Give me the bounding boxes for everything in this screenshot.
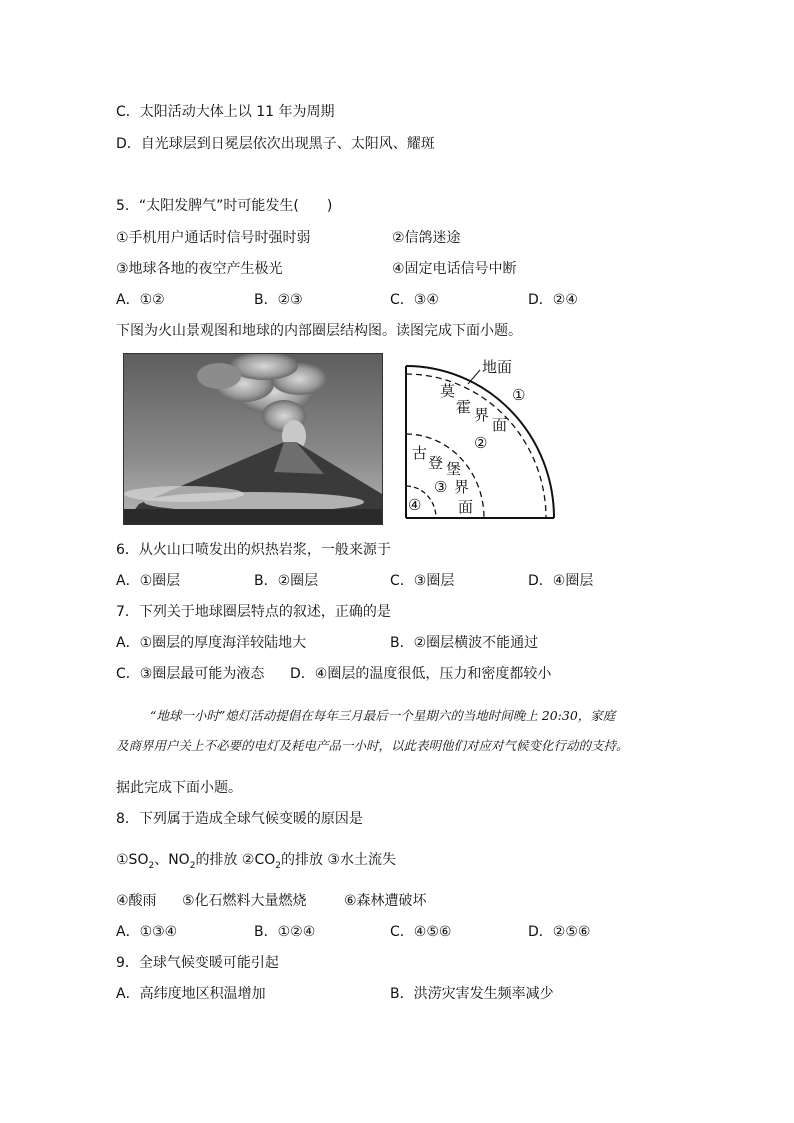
q6-stem: 6．从火山口喷发出的炽热岩浆，一般来源于 — [116, 542, 391, 558]
q6-option-a: A．①圈层 — [116, 573, 181, 589]
q5-item-3: ③地球各地的夜空产生极光 — [116, 261, 283, 277]
q8-stem: 8．下列属于造成全球气候变暖的原因是 — [116, 811, 363, 827]
q7-option-c: C．③圈层最可能为液态 — [116, 666, 265, 682]
q8-option-b: B．①②④ — [254, 924, 316, 940]
q5-item-4: ④固定电话信号中断 — [392, 261, 517, 277]
label-circle-3: ③ — [434, 478, 448, 496]
label-gutenberg-3: 堡 — [446, 460, 462, 478]
q5-item-1: ①手机用户通话时信号时强时弱 — [116, 230, 311, 246]
q6-option-c: C．③圈层 — [390, 573, 455, 589]
q7-options-row2 — [116, 664, 716, 684]
label-gutenberg-5: 面 — [458, 498, 474, 516]
volcano-photo — [123, 353, 383, 525]
label-circle-1: ① — [512, 386, 526, 404]
q7-options-row1 — [116, 633, 716, 653]
label-gutenberg-4: 界 — [454, 478, 470, 496]
q5-option-b: B．②③ — [254, 292, 303, 308]
q6-options — [116, 571, 716, 591]
q5-items-row1 — [116, 228, 716, 248]
intro-8-9: 据此完成下面小题。 — [116, 780, 242, 796]
q5-option-a: A．①② — [116, 292, 165, 308]
q8-item1-sub3: 2 — [275, 860, 281, 871]
label-moho-1: 莫 — [440, 382, 456, 400]
label-ground: 地面 — [482, 358, 513, 376]
q4-option-d: D．自光球层到日冕层依次出现黑子、太阳风、耀斑 — [116, 136, 435, 152]
q8-item1-b: 、NO — [154, 852, 190, 868]
q8-items-row1 — [116, 850, 396, 876]
passage-line-2: 及商界用户关上不必要的电灯及耗电产品一小时，以此表明他们对应对气候变化行动的支持。 — [116, 738, 629, 753]
q5-items-row2 — [116, 259, 716, 279]
q8-item-4: ④酸雨 — [116, 893, 157, 909]
q8-option-d: D．②⑤⑥ — [528, 924, 591, 940]
label-gutenberg-2: 登 — [428, 454, 444, 472]
q7-option-a: A．①圈层的厚度海洋较陆地大 — [116, 635, 307, 651]
q8-option-c: C．④⑤⑥ — [390, 924, 452, 940]
q5-option-d: D．②④ — [528, 292, 578, 308]
q7-option-b: B．②圈层横波不能通过 — [390, 635, 539, 651]
q5-stem: 5．“太阳发脾气”时可能发生( ) — [116, 198, 333, 214]
q7-option-d: D．④圈层的温度很低，压力和密度都较小 — [290, 666, 552, 682]
q5-option-c: C．③④ — [390, 292, 439, 308]
label-circle-4: ④ — [408, 496, 422, 514]
q8-item1-a: ①SO — [116, 852, 149, 868]
q5-options — [116, 290, 716, 310]
q8-item1-sub2: 2 — [189, 860, 196, 871]
q4-option-c: C．太阳活动大体上以 11 年为周期 — [116, 104, 335, 120]
q8-item-6: ⑥森林遭破坏 — [344, 893, 427, 909]
q6-option-b: B．②圈层 — [254, 573, 319, 589]
q9-options — [116, 984, 716, 1004]
passage-line-1: “地球一小时”熄灯活动提倡在每年三月最后一个星期六的当地时间晚上 20:30，家庭 — [150, 708, 616, 723]
q8-item-5: ⑤化石燃料大量燃烧 — [182, 893, 307, 909]
earth-layers-diagram — [400, 356, 560, 522]
label-gutenberg-1: 古 — [412, 444, 428, 462]
q7-stem: 7．下列关于地球圈层特点的叙述，正确的是 — [116, 604, 391, 620]
q6-option-d: D．④圈层 — [528, 573, 594, 589]
q8-options — [116, 922, 716, 942]
q8-items-row2 — [116, 891, 716, 911]
q8-item1-c: 的排放 ②CO — [195, 852, 276, 868]
label-moho-3: 界 — [474, 406, 490, 424]
q9-stem: 9．全球气候变暖可能引起 — [116, 955, 279, 971]
q9-option-b: B．洪涝灾害发生频率减少 — [390, 986, 554, 1002]
q9-option-a: A．高纬度地区积温增加 — [116, 986, 266, 1002]
intro-6-7: 下图为火山景观图和地球的内部圈层结构图。读图完成下面小题。 — [116, 323, 522, 339]
label-moho-4: 面 — [492, 416, 508, 434]
q8-item1-d: 的排放 ③水土流失 — [280, 852, 396, 868]
q5-item-2: ②信鸽迷途 — [392, 230, 461, 246]
label-moho-2: 霍 — [456, 398, 472, 416]
q8-item1-sub1: 2 — [148, 860, 155, 871]
label-circle-2: ② — [474, 434, 488, 452]
q8-option-a: A．①③④ — [116, 924, 178, 940]
